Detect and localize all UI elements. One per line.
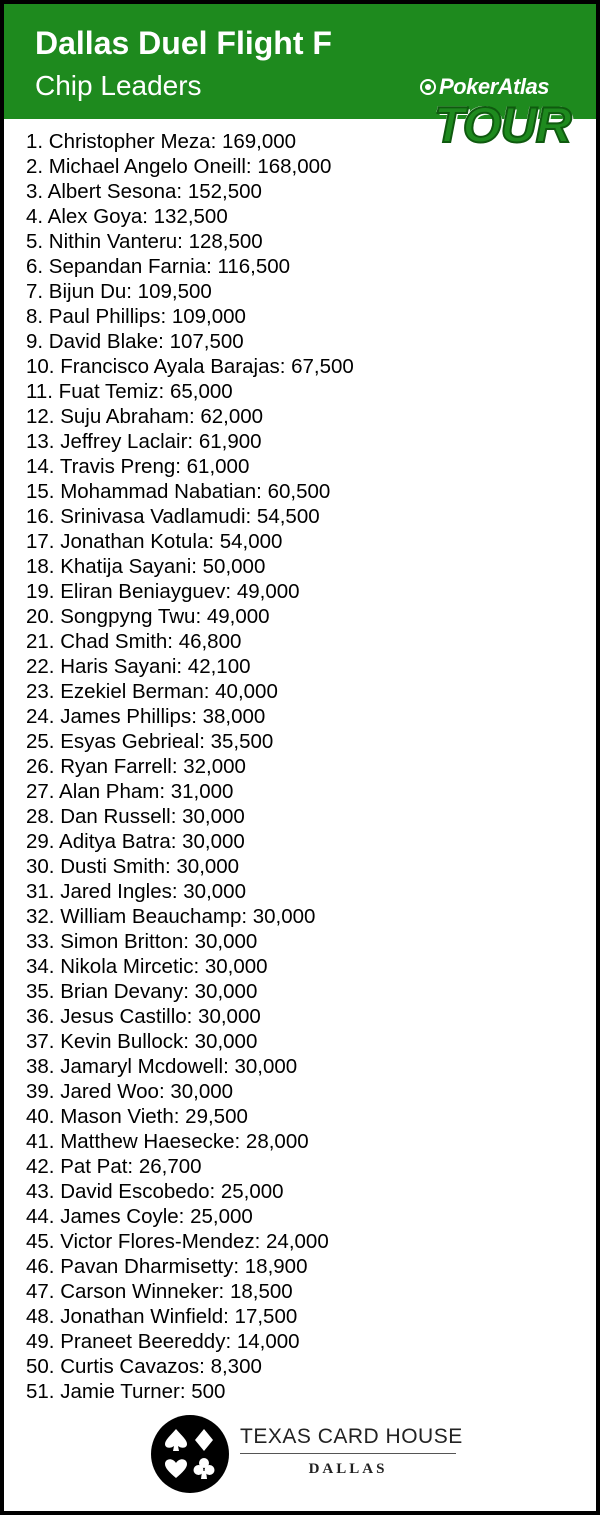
texas-card-house-logo <box>150 1412 463 1494</box>
logo-tour-text: TOUR <box>434 97 571 153</box>
leader-row: 5. Nithin Vanteru: 128,500 <box>26 230 263 253</box>
leader-row: 36. Jesus Castillo: 30,000 <box>26 1005 261 1028</box>
leader-row: 27. Alan Pham: 31,000 <box>26 780 234 803</box>
leader-row: 38. Jamaryl Mcdowell: 30,000 <box>26 1055 298 1078</box>
leader-row: 14. Travis Preng: 61,000 <box>26 455 250 478</box>
casino-city: DALLAS <box>308 1461 388 1477</box>
leader-row: 16. Srinivasa Vadlamudi: 54,500 <box>26 505 320 528</box>
leader-row: 47. Carson Winneker: 18,500 <box>26 1280 293 1303</box>
leader-row: 42. Pat Pat: 26,700 <box>26 1155 202 1178</box>
leader-row: 45. Victor Flores-Mendez: 24,000 <box>26 1230 329 1253</box>
leader-row: 6. Sepandan Farnia: 116,500 <box>26 255 291 278</box>
leader-row: 35. Brian Devany: 30,000 <box>26 980 258 1003</box>
leader-row: 12. Suju Abraham: 62,000 <box>26 405 264 428</box>
leader-row: 34. Nikola Mircetic: 30,000 <box>26 955 268 978</box>
leader-row: 39. Jared Woo: 30,000 <box>26 1080 234 1103</box>
leader-row: 24. James Phillips: 38,000 <box>26 705 266 728</box>
leader-row: 51. Jamie Turner: 500 <box>26 1380 226 1403</box>
leader-row: 44. James Coyle: 25,000 <box>26 1205 253 1228</box>
leader-row: 9. David Blake: 107,500 <box>26 330 244 353</box>
logo-brand-text: PokerAtlas <box>439 74 549 99</box>
card-suits-emblem-icon <box>150 1414 230 1494</box>
leader-row: 21. Chad Smith: 46,800 <box>26 630 242 653</box>
leader-row: 18. Khatija Sayani: 50,000 <box>26 555 266 578</box>
leader-row: 48. Jonathan Winfield: 17,500 <box>26 1305 298 1328</box>
leader-row: 41. Matthew Haesecke: 28,000 <box>26 1130 309 1153</box>
leader-row: 15. Mohammad Nabatian: 60,500 <box>26 480 331 503</box>
leader-row: 50. Curtis Cavazos: 8,300 <box>26 1355 262 1378</box>
leader-row: 43. David Escobedo: 25,000 <box>26 1180 284 1203</box>
leader-row: 10. Francisco Ayala Barajas: 67,500 <box>26 355 354 378</box>
leader-row: 19. Eliran Beniayguev: 49,000 <box>26 580 300 603</box>
page-title: Dallas Duel Flight F <box>35 25 332 61</box>
leader-row: 22. Haris Sayani: 42,100 <box>26 655 251 678</box>
leader-row: 1. Christopher Meza: 169,000 <box>26 130 297 153</box>
leader-row: 23. Ezekiel Berman: 40,000 <box>26 680 278 703</box>
leader-row: 3. Albert Sesona: 152,500 <box>26 180 262 203</box>
leader-row: 20. Songpyng Twu: 49,000 <box>26 605 270 628</box>
leader-row: 26. Ryan Farrell: 32,000 <box>26 755 246 778</box>
leader-row: 37. Kevin Bullock: 30,000 <box>26 1030 258 1053</box>
poker-chip-icon <box>420 79 436 95</box>
casino-divider <box>240 1453 456 1454</box>
leader-row: 32. William Beauchamp: 30,000 <box>26 905 316 928</box>
page-subtitle: Chip Leaders <box>35 70 202 101</box>
casino-name: TEXAS CARD HOUSE <box>240 1425 463 1448</box>
chip-leaders-list <box>26 129 446 1404</box>
leader-row: 11. Fuat Temiz: 65,000 <box>26 380 233 403</box>
leader-row: 25. Esyas Gebrieal: 35,500 <box>26 730 274 753</box>
leader-row: 49. Praneet Beereddy: 14,000 <box>26 1330 300 1353</box>
leader-row: 30. Dusti Smith: 30,000 <box>26 855 240 878</box>
leader-row: 28. Dan Russell: 30,000 <box>26 805 245 828</box>
leader-row: 40. Mason Vieth: 29,500 <box>26 1105 248 1128</box>
leader-row: 8. Paul Phillips: 109,000 <box>26 305 246 328</box>
leader-row: 46. Pavan Dharmisetty: 18,900 <box>26 1255 308 1278</box>
leader-row: 31. Jared Ingles: 30,000 <box>26 880 246 903</box>
leader-row: 4. Alex Goya: 132,500 <box>26 205 228 228</box>
leader-row: 2. Michael Angelo Oneill: 168,000 <box>26 155 332 178</box>
leader-row: 13. Jeffrey Laclair: 61,900 <box>26 430 262 453</box>
leader-row: 29. Aditya Batra: 30,000 <box>26 830 245 853</box>
leader-row: 7. Bijun Du: 109,500 <box>26 280 212 303</box>
leader-row: 33. Simon Britton: 30,000 <box>26 930 258 953</box>
leader-row: 17. Jonathan Kotula: 54,000 <box>26 530 283 553</box>
